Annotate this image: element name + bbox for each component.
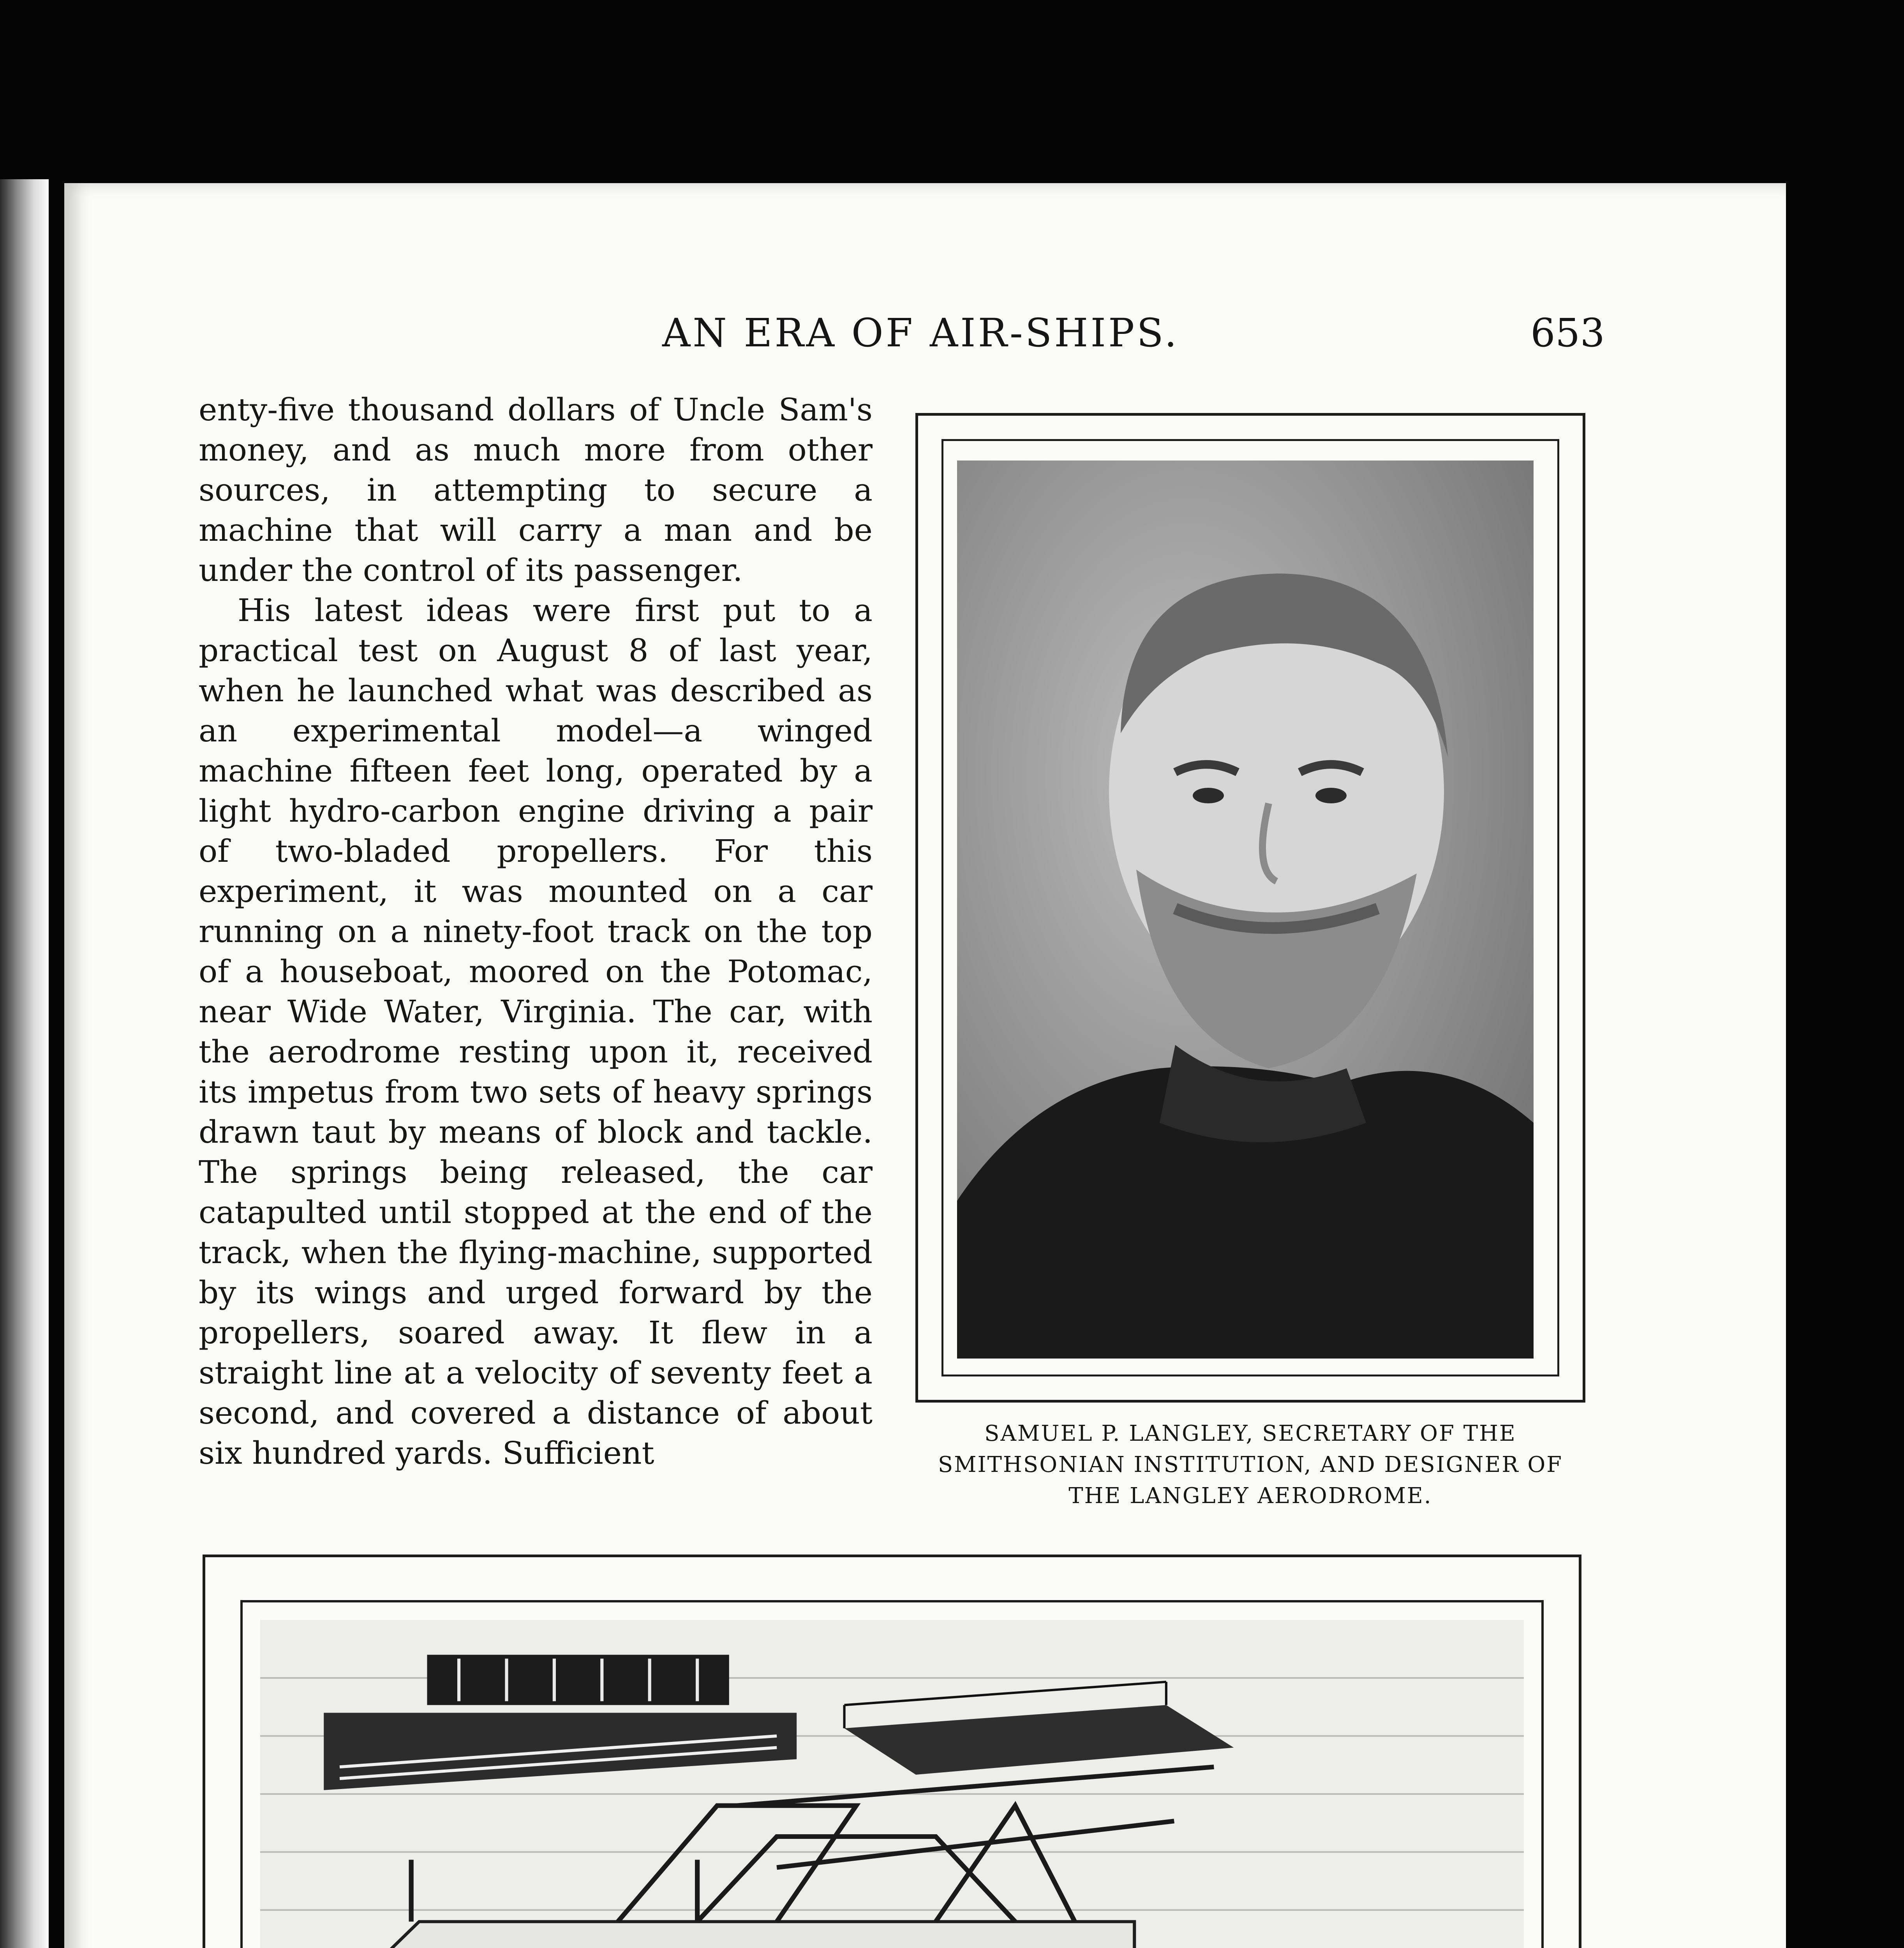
article-body	[199, 390, 873, 1519]
page-number: 653	[1530, 310, 1605, 356]
article-paragraph: enty-five thousand dollars of Uncle Sam's money, and as much more from other sources, in attempting to secure a machine that will carry a man and be under the control of its passenger.	[199, 392, 873, 588]
running-header-title: AN ERA OF AIR-SHIPS.	[662, 310, 1179, 356]
engraving-frame	[203, 1555, 1581, 1948]
houseboat-engraving-icon	[260, 1620, 1524, 1948]
facing-page-edge	[0, 179, 49, 1948]
engraving-inner-border	[240, 1600, 1544, 1948]
article-paragraph: His latest ideas were first put to a practical test on August 8 of last year, when he launched what was described as an experimental model—a winged machine fifteen feet long, operated by a light hydro-carbon engine driving a pair of two-bladed propellers. For this experiment, it was mounted on a car running on a ninety-foot track on the top of a houseboat, moored on the Potomac, near Wide Water, Virginia. The car, with the aerodrome resting upon it, received its impetus from two sets of heavy springs drawn taut by means of block and tackle. The springs being released, the car catapulted until stopped at the end of the track, when the flying-machine, supported by its wings and urged forward by the propellers, soared away. It flew in a straight line at a velocity of seventy feet a second, and covered a distance of about six hundred yards. Sufficient	[199, 592, 873, 1471]
portrait-photo-icon	[957, 461, 1534, 1359]
portrait-caption: SAMUEL P. LANGLEY, SECRETARY OF THE SMITHSONIAN INSTITUTION, AND DESIGNER OF THE LANGLEY AERODROME.	[938, 1421, 1563, 1509]
portrait-frame	[915, 413, 1585, 1403]
